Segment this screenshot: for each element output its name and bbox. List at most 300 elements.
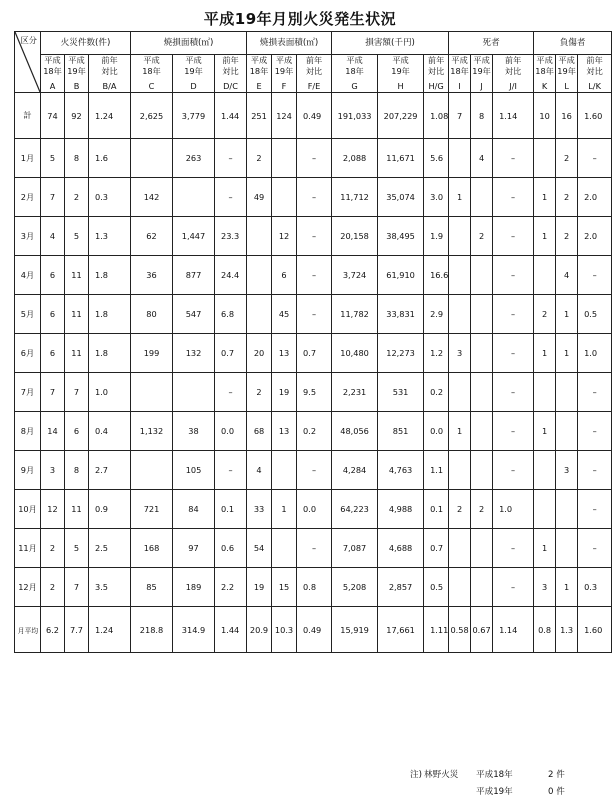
footnote-year-19: 平成19年	[476, 787, 513, 797]
sub-header-line: 前年	[101, 55, 118, 65]
sub-header-line: 平成	[68, 55, 85, 65]
data-cell: 547	[173, 295, 215, 334]
data-cell: 2,231	[332, 373, 378, 412]
total-row	[15, 93, 612, 139]
sub-header-line: 18年	[345, 66, 364, 76]
month-row	[15, 256, 612, 295]
data-cell: 251	[247, 93, 272, 139]
data-cell	[449, 451, 471, 490]
data-cell: 0.4	[89, 412, 131, 451]
data-cell: 1.14	[493, 607, 534, 653]
data-cell: 1.0	[493, 490, 534, 529]
month-row	[15, 451, 612, 490]
data-cell: 19	[247, 568, 272, 607]
month-row	[15, 373, 612, 412]
data-cell: 1	[556, 334, 578, 373]
data-cell: 6	[272, 256, 297, 295]
data-cell: 0.0	[297, 490, 332, 529]
data-cell	[471, 256, 493, 295]
data-cell: 0.5	[424, 568, 449, 607]
data-cell: 189	[173, 568, 215, 607]
month-row	[15, 568, 612, 607]
data-cell: 1.8	[89, 295, 131, 334]
data-cell: 1.44	[215, 607, 247, 653]
data-cell: 11	[65, 256, 89, 295]
data-cell: 2	[65, 178, 89, 217]
data-cell: 0.7	[215, 334, 247, 373]
row-label: 11月	[15, 529, 41, 568]
data-cell: 1	[534, 217, 556, 256]
data-cell	[534, 256, 556, 295]
sub-header-line: 18年	[535, 66, 554, 76]
data-cell: 6	[41, 256, 65, 295]
sub-header	[65, 55, 89, 93]
data-cell: –	[578, 451, 612, 490]
data-cell: 0.58	[449, 607, 471, 653]
data-cell: –	[297, 139, 332, 178]
data-cell: 3	[556, 451, 578, 490]
data-cell: 92	[65, 93, 89, 139]
group-header: 負傷者	[534, 32, 612, 55]
sub-header-line: H	[397, 81, 404, 91]
sub-header	[449, 55, 471, 93]
data-cell	[471, 451, 493, 490]
data-cell: 0.67	[471, 607, 493, 653]
sub-header	[424, 55, 449, 93]
data-cell: 2	[471, 217, 493, 256]
sub-header-line: D	[190, 81, 197, 91]
data-cell: 0.7	[424, 529, 449, 568]
sub-header-line: A	[49, 81, 56, 91]
data-cell: 20.9	[247, 607, 272, 653]
sub-header-line: F/E	[307, 81, 321, 91]
data-cell	[247, 295, 272, 334]
data-cell	[534, 373, 556, 412]
data-cell: –	[578, 373, 612, 412]
data-cell	[272, 139, 297, 178]
sub-header-line: G	[351, 81, 358, 91]
data-cell	[173, 373, 215, 412]
data-cell: 35,074	[378, 178, 424, 217]
data-cell: 8	[65, 451, 89, 490]
data-cell: 1.0	[89, 373, 131, 412]
data-cell: –	[578, 490, 612, 529]
corner-cell	[15, 32, 41, 93]
data-cell: 1	[449, 178, 471, 217]
sub-header-line: 平成	[275, 55, 293, 65]
data-cell: 3	[534, 568, 556, 607]
data-cell	[131, 139, 173, 178]
data-cell: –	[297, 295, 332, 334]
group-header: 死者	[449, 32, 534, 55]
row-label: 計	[15, 93, 41, 139]
data-cell: 168	[131, 529, 173, 568]
data-cell: 5.6	[424, 139, 449, 178]
data-cell: 20	[247, 334, 272, 373]
fire-statistics-table	[14, 31, 612, 653]
data-cell: 13	[272, 334, 297, 373]
sub-header	[471, 55, 493, 93]
data-cell: 4,763	[378, 451, 424, 490]
sub-header-line: 前年	[586, 55, 603, 65]
data-cell: 12,273	[378, 334, 424, 373]
sub-header	[173, 55, 215, 93]
data-cell: 3.0	[424, 178, 449, 217]
data-cell: 1	[534, 412, 556, 451]
sub-header	[297, 55, 332, 93]
average-row	[15, 607, 612, 653]
data-cell: 10	[534, 93, 556, 139]
data-cell: 7	[41, 178, 65, 217]
sub-header-line: J	[480, 81, 483, 91]
data-cell: 38	[173, 412, 215, 451]
data-cell: –	[297, 256, 332, 295]
data-cell: 2	[449, 490, 471, 529]
data-cell: 2.2	[215, 568, 247, 607]
data-cell: 19	[272, 373, 297, 412]
data-cell	[449, 256, 471, 295]
sub-header-line: 平成	[451, 55, 468, 65]
data-cell	[471, 373, 493, 412]
row-label: 10月	[15, 490, 41, 529]
data-cell: –	[493, 412, 534, 451]
sub-header-line: 平成	[185, 55, 202, 65]
data-cell: 12	[41, 490, 65, 529]
data-cell: 1.3	[89, 217, 131, 256]
month-row	[15, 490, 612, 529]
data-cell: 11,782	[332, 295, 378, 334]
data-cell: –	[493, 529, 534, 568]
data-cell: 2	[41, 568, 65, 607]
data-cell: 0.2	[424, 373, 449, 412]
data-cell	[471, 334, 493, 373]
data-cell	[534, 139, 556, 178]
row-label: 9月	[15, 451, 41, 490]
sub-header-line: H/G	[428, 81, 444, 91]
data-cell	[272, 178, 297, 217]
data-cell: 5	[41, 139, 65, 178]
data-cell: 11,671	[378, 139, 424, 178]
group-header: 焼損面積(㎡)	[131, 32, 247, 55]
sub-header-line: 平成	[473, 55, 490, 65]
data-cell: 0.7	[297, 334, 332, 373]
sub-header-line: B	[73, 81, 80, 91]
data-cell: 2.7	[89, 451, 131, 490]
sub-header-line: 19年	[274, 66, 294, 76]
data-cell: 62	[131, 217, 173, 256]
data-cell: 531	[378, 373, 424, 412]
row-label: 5月	[15, 295, 41, 334]
data-cell: 2	[471, 490, 493, 529]
data-cell: 4,688	[378, 529, 424, 568]
data-cell: 263	[173, 139, 215, 178]
sub-header-line: 対比	[427, 66, 445, 76]
page-title: 平成19年月別火災発生状況	[203, 10, 397, 28]
data-cell: –	[215, 451, 247, 490]
data-cell: 0.3	[89, 178, 131, 217]
data-cell: 36	[131, 256, 173, 295]
data-cell: 8	[471, 93, 493, 139]
sub-header-line: 19年	[67, 66, 86, 76]
data-cell	[471, 178, 493, 217]
group-header: 火災件数(件)	[41, 32, 131, 55]
data-cell: –	[493, 451, 534, 490]
header-sub-row	[15, 55, 612, 93]
data-cell: 11	[65, 334, 89, 373]
data-cell	[272, 529, 297, 568]
data-cell: 0.49	[297, 607, 332, 653]
data-cell: 4,284	[332, 451, 378, 490]
data-cell: 1	[449, 412, 471, 451]
data-cell: 3	[41, 451, 65, 490]
data-cell	[534, 490, 556, 529]
data-cell: –	[578, 412, 612, 451]
sub-header-line: 平成	[558, 55, 575, 65]
sub-header-line: 19年	[557, 66, 576, 76]
sub-header-line: C	[148, 81, 155, 91]
data-cell: 1.44	[215, 93, 247, 139]
data-cell: 97	[173, 529, 215, 568]
data-cell: 0.1	[215, 490, 247, 529]
data-cell: 2	[247, 139, 272, 178]
data-cell: 11	[65, 295, 89, 334]
data-cell: 16.6	[424, 256, 449, 295]
data-cell: 1	[534, 529, 556, 568]
sub-header-line: 前年	[427, 55, 445, 65]
data-cell: –	[297, 529, 332, 568]
sub-header-line: 前年	[504, 55, 522, 65]
data-cell	[449, 373, 471, 412]
data-cell: 0.2	[297, 412, 332, 451]
sub-header-line: I	[458, 81, 461, 91]
sub-header-line: D/C	[223, 81, 238, 91]
data-cell: 4,988	[378, 490, 424, 529]
data-cell: 1.60	[578, 93, 612, 139]
data-cell	[173, 178, 215, 217]
sub-header	[578, 55, 612, 93]
data-cell: 16	[556, 93, 578, 139]
data-cell: 4	[556, 256, 578, 295]
month-row	[15, 412, 612, 451]
data-cell: 7	[65, 373, 89, 412]
sub-header-line: 前年	[222, 55, 239, 65]
data-cell: 23.3	[215, 217, 247, 256]
month-row	[15, 139, 612, 178]
month-row	[15, 217, 612, 256]
data-cell: 2.5	[89, 529, 131, 568]
data-cell: 45	[272, 295, 297, 334]
data-cell: –	[493, 334, 534, 373]
data-cell: 85	[131, 568, 173, 607]
row-label: 4月	[15, 256, 41, 295]
sub-header-line: 平成	[250, 55, 268, 65]
sub-header	[89, 55, 131, 93]
data-cell: 4	[247, 451, 272, 490]
data-cell: –	[215, 373, 247, 412]
data-cell: 314.9	[173, 607, 215, 653]
data-cell: 207,229	[378, 93, 424, 139]
data-cell: 3,724	[332, 256, 378, 295]
data-cell: 1.2	[424, 334, 449, 373]
data-cell: 6.8	[215, 295, 247, 334]
data-cell: 1	[556, 568, 578, 607]
sub-header-line: 前年	[305, 55, 323, 65]
data-cell: 5	[65, 529, 89, 568]
data-cell: 61,910	[378, 256, 424, 295]
data-cell: 2,857	[378, 568, 424, 607]
data-cell: –	[493, 139, 534, 178]
sub-header-line: 対比	[305, 66, 323, 76]
data-cell: 124	[272, 93, 297, 139]
data-cell: 0.5	[578, 295, 612, 334]
data-cell: 3	[449, 334, 471, 373]
sub-header-line: 平成	[44, 55, 61, 65]
data-cell	[556, 373, 578, 412]
data-cell: 7.7	[65, 607, 89, 653]
data-cell: 0.0	[215, 412, 247, 451]
data-cell: 74	[41, 93, 65, 139]
row-label: 6月	[15, 334, 41, 373]
data-cell: 6	[65, 412, 89, 451]
data-cell: 1	[534, 178, 556, 217]
data-cell: 1.60	[578, 607, 612, 653]
footnote-prefix: 注)	[410, 770, 422, 780]
data-cell: –	[493, 295, 534, 334]
sub-header-line: J/I	[509, 81, 517, 91]
group-header: 焼損表面積(㎡)	[247, 32, 332, 55]
data-cell: 68	[247, 412, 272, 451]
data-cell	[471, 568, 493, 607]
row-label: 3月	[15, 217, 41, 256]
data-cell: 1.3	[556, 607, 578, 653]
data-cell: 1.8	[89, 256, 131, 295]
data-cell: 7	[449, 93, 471, 139]
data-cell: 13	[272, 412, 297, 451]
data-cell	[272, 451, 297, 490]
data-cell: –	[493, 568, 534, 607]
data-cell	[247, 256, 272, 295]
data-cell: 1.9	[424, 217, 449, 256]
row-label: 8月	[15, 412, 41, 451]
data-cell: 1.24	[89, 607, 131, 653]
data-cell: 33,831	[378, 295, 424, 334]
data-cell: 12	[272, 217, 297, 256]
sub-header	[378, 55, 424, 93]
sub-header	[247, 55, 272, 93]
sub-header-line: 18年	[249, 66, 269, 76]
data-cell: 1	[272, 490, 297, 529]
sub-header-line: K	[541, 81, 548, 91]
data-cell: –	[493, 217, 534, 256]
data-cell: 84	[173, 490, 215, 529]
data-cell: 80	[131, 295, 173, 334]
data-cell	[131, 451, 173, 490]
sub-header-line: E	[256, 81, 262, 91]
data-cell: 11	[65, 490, 89, 529]
sub-header-line: 対比	[222, 66, 239, 76]
data-cell: 1.6	[89, 139, 131, 178]
data-cell: 2	[556, 217, 578, 256]
data-cell: –	[215, 139, 247, 178]
data-cell: 4	[471, 139, 493, 178]
data-cell: 1	[556, 295, 578, 334]
data-cell: 54	[247, 529, 272, 568]
footnote-count-19: 0 件	[548, 787, 565, 797]
data-cell	[247, 217, 272, 256]
sub-header-line: 18年	[142, 66, 161, 76]
data-cell: 4	[41, 217, 65, 256]
data-cell: 0.8	[297, 568, 332, 607]
data-cell: 1.11	[424, 607, 449, 653]
corner-label: 区分	[20, 35, 37, 45]
data-cell: –	[493, 178, 534, 217]
data-cell: 721	[131, 490, 173, 529]
data-cell: –	[493, 373, 534, 412]
data-cell: 1.14	[493, 93, 534, 139]
data-cell: –	[297, 217, 332, 256]
data-cell: 0.49	[297, 93, 332, 139]
data-cell: –	[297, 178, 332, 217]
data-cell: 0.9	[89, 490, 131, 529]
sub-header-line: 平成	[143, 55, 160, 65]
sub-header-line: 平成	[392, 55, 409, 65]
data-cell: 5	[65, 217, 89, 256]
sub-header-line: 19年	[184, 66, 203, 76]
data-cell: –	[493, 256, 534, 295]
data-cell: 0.3	[578, 568, 612, 607]
data-cell: 8	[65, 139, 89, 178]
sub-header	[556, 55, 578, 93]
group-header: 損害額(千円)	[332, 32, 449, 55]
data-cell: 851	[378, 412, 424, 451]
footnote-label: 林野火災	[424, 770, 459, 780]
data-cell: 15	[272, 568, 297, 607]
sub-header	[41, 55, 65, 93]
sub-header	[131, 55, 173, 93]
data-cell: 1.8	[89, 334, 131, 373]
sub-header-line: L/K	[588, 81, 601, 91]
data-cell: 2,088	[332, 139, 378, 178]
data-cell: 0.1	[424, 490, 449, 529]
row-label: 12月	[15, 568, 41, 607]
sub-header-line: 18年	[43, 66, 62, 76]
sub-header	[215, 55, 247, 93]
sub-header-line: B/A	[102, 81, 117, 91]
row-label: 1月	[15, 139, 41, 178]
data-cell	[556, 412, 578, 451]
data-cell: 6	[41, 295, 65, 334]
data-cell: 64,223	[332, 490, 378, 529]
data-cell: 2.0	[578, 217, 612, 256]
data-cell: 2	[534, 295, 556, 334]
data-cell: 14	[41, 412, 65, 451]
sub-header-line: 対比	[101, 66, 118, 76]
data-cell: 105	[173, 451, 215, 490]
data-cell: 24.4	[215, 256, 247, 295]
data-cell: 7	[65, 568, 89, 607]
month-row	[15, 334, 612, 373]
sub-header-line: 18年	[450, 66, 469, 76]
row-label: 2月	[15, 178, 41, 217]
data-cell: 5,208	[332, 568, 378, 607]
data-cell: 10.3	[272, 607, 297, 653]
data-cell	[556, 529, 578, 568]
data-cell	[471, 412, 493, 451]
data-cell: 142	[131, 178, 173, 217]
data-cell: 0.6	[215, 529, 247, 568]
data-cell: 7,087	[332, 529, 378, 568]
data-cell: 2	[41, 529, 65, 568]
